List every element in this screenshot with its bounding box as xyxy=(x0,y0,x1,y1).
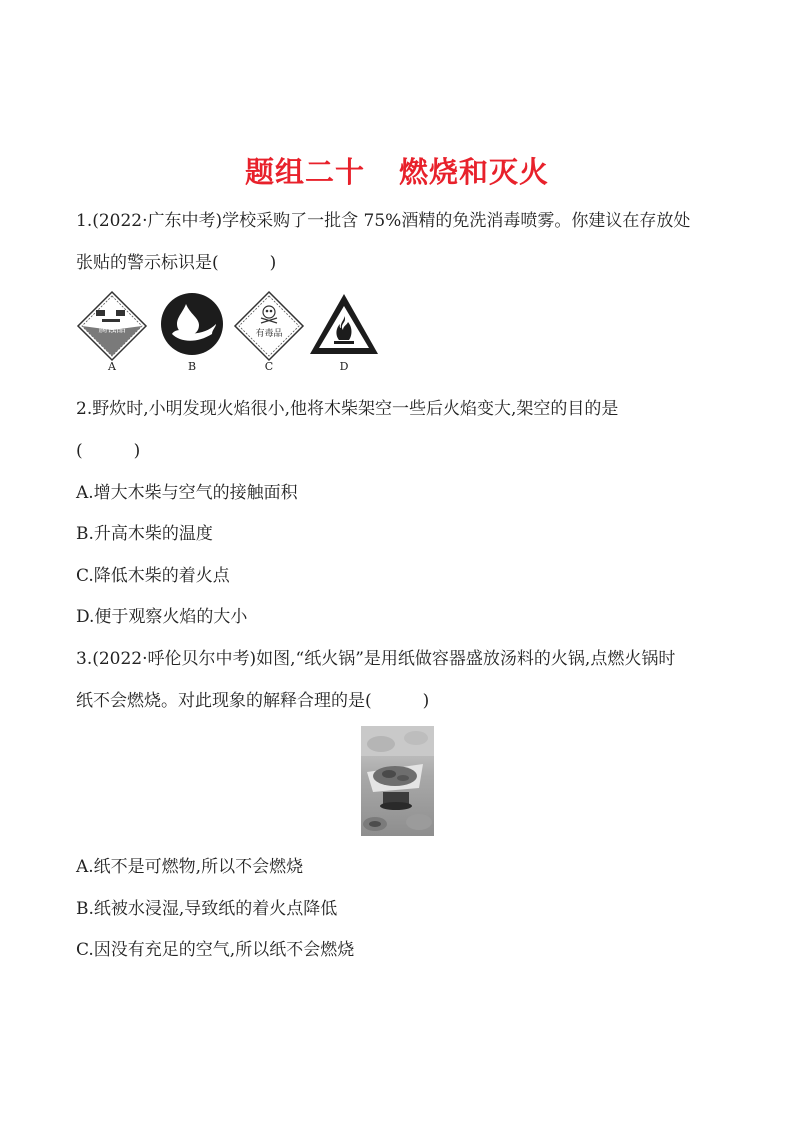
sign-option-c xyxy=(233,290,305,380)
q3-stem-line1: 3.(2022·呼伦贝尔中考)如图,“纸火锅”是用纸做容器盛放汤料的火锅,点燃火锅时 xyxy=(76,649,676,669)
title-part2: 燃烧和灭火 xyxy=(399,155,550,189)
q3-stem-line2: 纸不会燃烧。对此现象的解释合理的是( ) xyxy=(76,691,430,711)
page-title xyxy=(0,150,794,191)
sign-option-b xyxy=(156,290,228,380)
q2-option-a: A.增大木柴与空气的接触面积 xyxy=(76,483,298,503)
q2-option-c: C.降低木柴的着火点 xyxy=(76,566,230,586)
q1-stem-line2: 张贴的警示标识是( ) xyxy=(76,253,277,273)
q2-option-b: B.升高木柴的温度 xyxy=(76,524,213,544)
sign-c-text: 有毒品 xyxy=(255,329,283,339)
sign-a-letter: A xyxy=(108,360,116,373)
q3-option-a: A.纸不是可燃物,所以不会燃烧 xyxy=(76,857,304,877)
sign-a-text: 腐蚀品 xyxy=(98,325,126,335)
sign-d-letter: D xyxy=(339,360,349,373)
title-part1: 题组二十 xyxy=(244,155,365,189)
q2-stem-line2: ( ) xyxy=(76,441,141,461)
sign-c-letter: C xyxy=(264,360,274,373)
flammable-sign-icon xyxy=(308,290,380,362)
q3-option-b: B.纸被水浸湿,导致纸的着火点降低 xyxy=(76,899,338,919)
sign-b-letter: B xyxy=(187,360,197,373)
sign-option-a xyxy=(76,290,148,380)
q2-stem-line1: 2.野炊时,小明发现火焰很小,他将木柴架空一些后火焰变大,架空的目的是 xyxy=(76,399,619,419)
q2-option-d: D.便于观察火焰的大小 xyxy=(76,607,248,627)
sign-option-d xyxy=(308,290,380,380)
q3-option-c: C.因没有充足的空气,所以纸不会燃烧 xyxy=(76,940,355,960)
water-drop-sign-icon xyxy=(156,290,228,362)
q1-stem-line1: 1.(2022·广东中考)学校采购了一批含 75%酒精的免洗消毒喷雾。你建议在存放处 xyxy=(76,211,691,231)
q1-sign-options xyxy=(76,290,386,380)
paper-hotpot-photo xyxy=(361,726,434,836)
